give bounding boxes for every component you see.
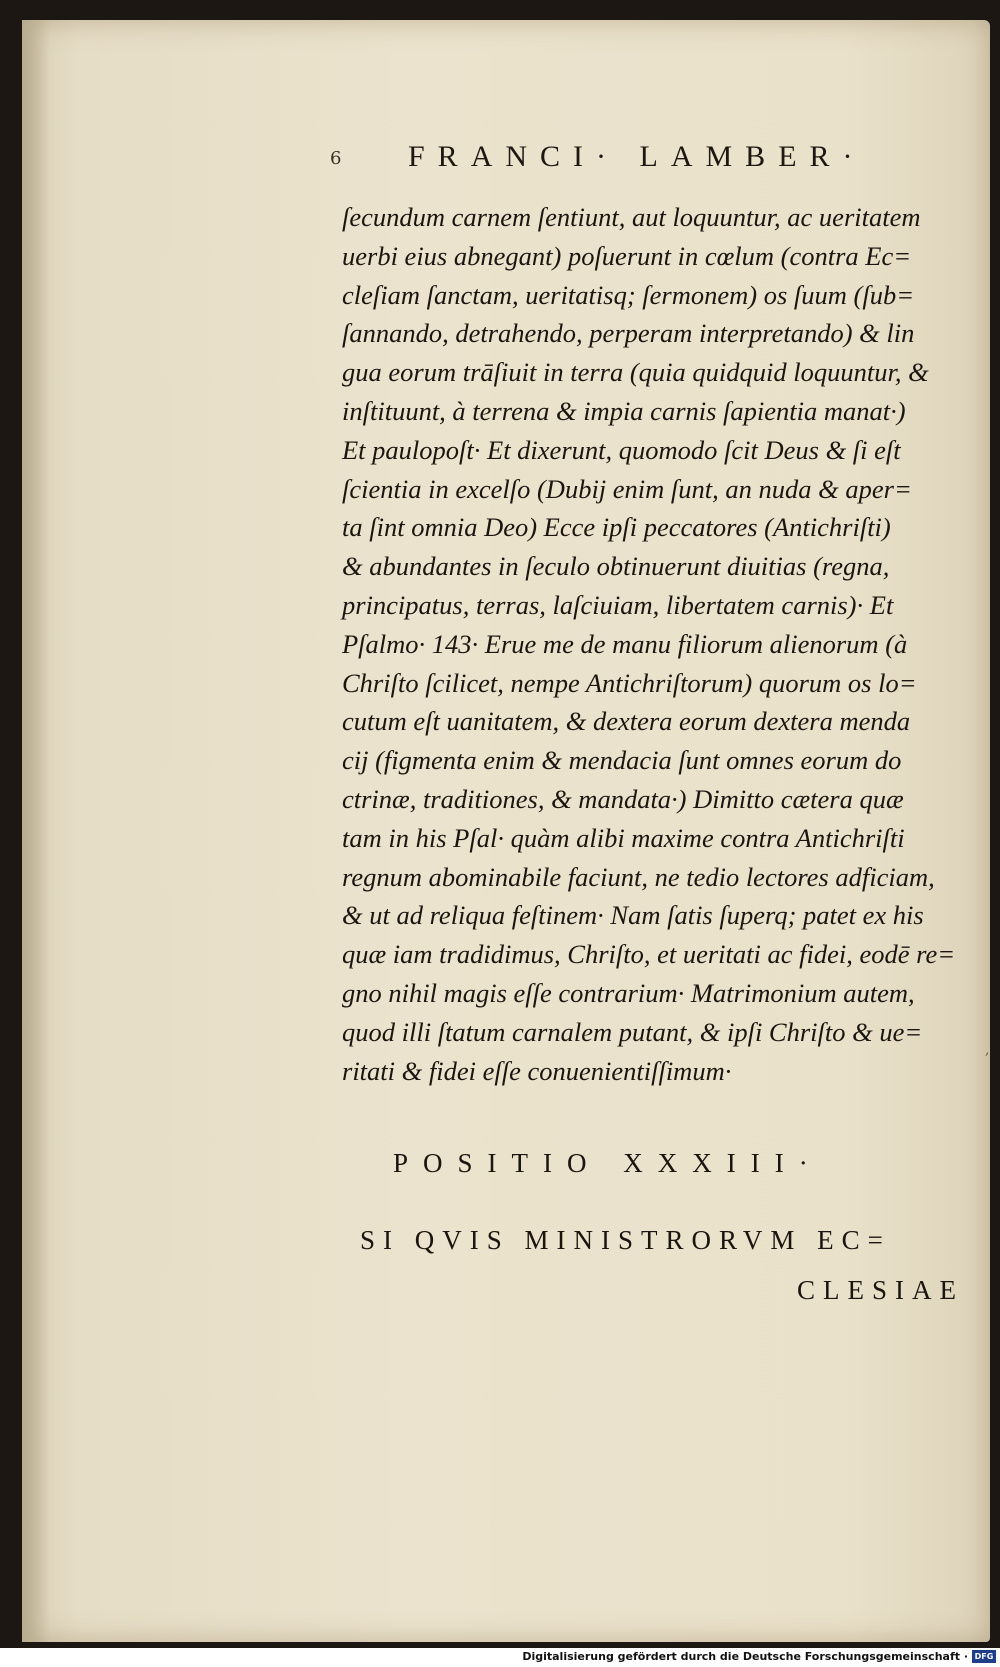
text-line: regnum abominabile faciunt, ne tedio lectores adficiam, [342,861,935,892]
text-line: Et paulopoſt· Et dixerunt, quomodo ſcit Deus & ſi eſt [342,434,901,465]
dfg-logo-icon: DFG [972,1650,996,1663]
margin-mark: , [985,1042,990,1058]
text-line: ſcientia in excelſo (Dubij enim ſunt, an nuda & aper= [342,473,912,504]
section-heading: POSITIO XXXIII· [393,1148,823,1178]
running-head [330,140,930,184]
text-line: ſecundum carnem ſentiunt, aut loquuntur, ac ueritatem [342,202,921,232]
text-line: & ut ad reliqua feſtinem· Nam ſatis ſuperq; patet ex his [342,900,924,931]
text-line: & abundantes in ſeculo obtinuerunt diuitias (regna, [342,551,890,582]
section-incipit [360,1225,970,1306]
page-number: 6 [330,148,342,169]
text-line: quod illi ſtatum carnalem putant, & ipſi Chriſto & ue= [342,1016,923,1047]
text-line: uerbi eius abnegant) poſuerunt in cœlum (contra Ec= [342,240,912,271]
text-line: ctrinæ, traditiones, & mandata·) Dimitto cætera quæ [342,783,904,814]
incipit-line-2: CLESIAE [797,1275,964,1305]
text-line: ſannando, detrahendo, perperam interpretando) & lin [342,318,915,349]
text-line: Pſalmo· 143· Erue me de manu filiorum alienorum (à [342,628,908,659]
footer-bar [0,1648,1000,1667]
funding-credit: Digitalisierung gefördert durch die Deutsche Forschungsgemeinschaft · [522,1650,968,1663]
body-text [342,198,967,1090]
text-line: gno nihil magis eſſe contrarium· Matrimonium autem, [342,977,915,1008]
page-gutter-shadow [22,20,50,1642]
text-line: principatus, terras, laſciuiam, libertatem carnis)· Et [342,589,894,620]
text-line: ta ſint omnia Deo) Ecce ipſi peccatores (Antichriſti) [342,512,891,543]
text-line: cutum eſt uanitatem, & dextera eorum dextera menda [342,706,911,737]
text-line: cij (figmenta enim & mendacia ſunt omnes eorum do [342,745,902,776]
text-line: inſtituunt, à terrena & impia carnis ſapientia manat·) [342,395,906,426]
text-line: Chriſto ſcilicet, nempe Antichriſtorum) quorum os lo= [342,667,917,698]
running-title: FRANCI· LAMBER· [408,140,866,173]
text-line: quæ iam tradidimus, Chriſto, et ueritati ac fidei, eodē re= [342,939,956,970]
text-line: gua eorum trāſiuit in terra (quia quidquid loquuntur, & [342,357,929,388]
text-line: tam in his Pſal· quàm alibi maxime contra Antichriſti [342,822,905,853]
incipit-line-1: SI QVIS MINISTRORVM EC= [360,1225,891,1255]
text-line: cleſiam ſanctam, ueritatisq; ſermonem) os ſuum (ſub= [342,279,915,310]
text-line: ritati & fidei eſſe conuenientiſſimum· [342,1055,732,1086]
